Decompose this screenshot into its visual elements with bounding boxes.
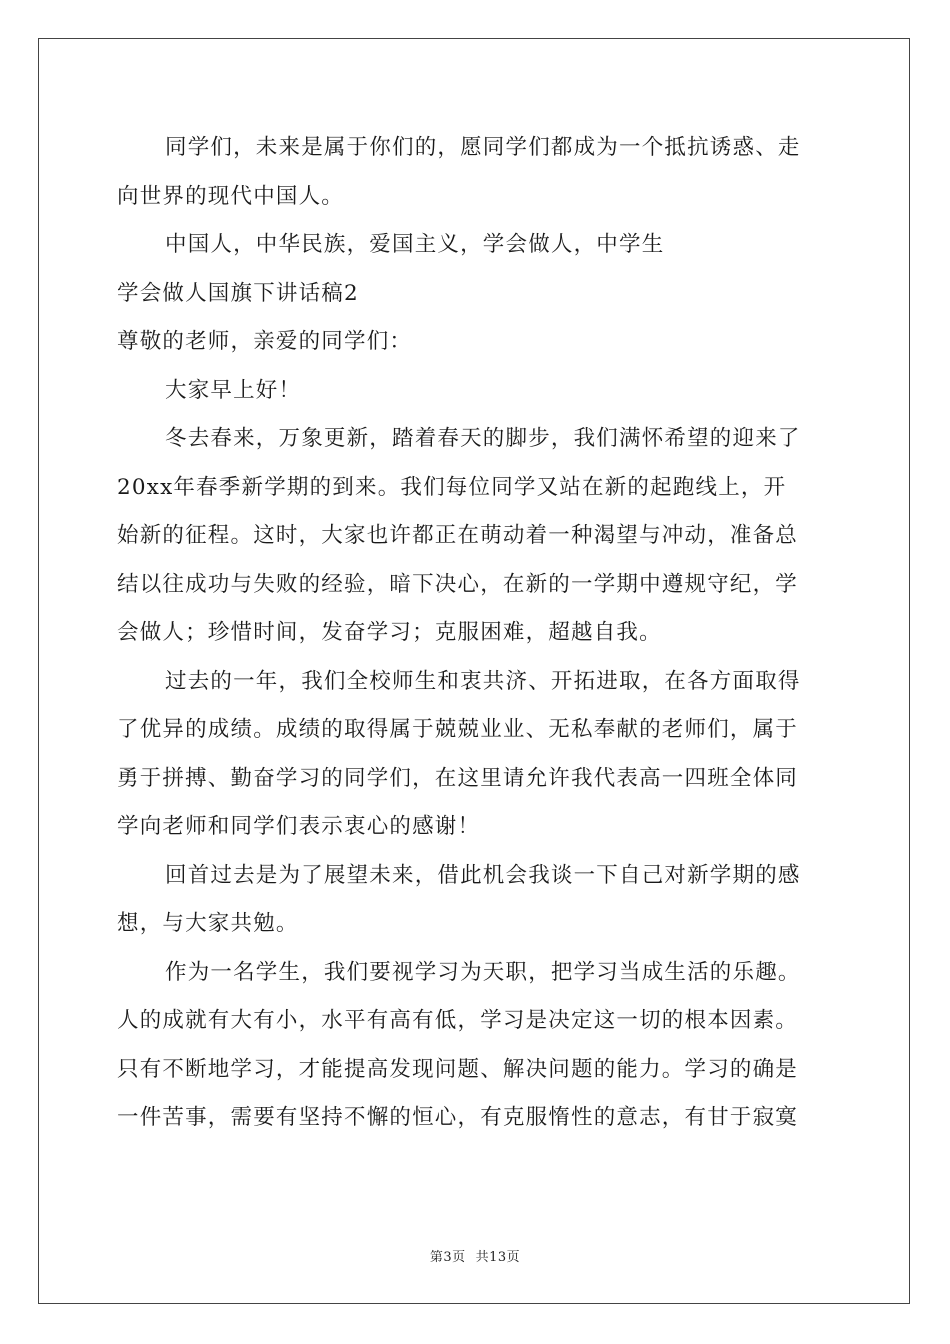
text-line: 作为一名学生，我们要视学习为天职，把学习当成生活的乐趣。 [165, 959, 801, 985]
page-total: 共13页 [475, 1250, 521, 1265]
document-body [117, 124, 833, 1143]
text-line: 大家早上好！ [165, 377, 302, 403]
text-line: 会做人；珍惜时间，发奋学习；克服困难，超越自我。 [117, 620, 662, 645]
text-line: 过去的一年，我们全校师生和衷共济、开拓进取，在各方面取得 [165, 668, 801, 694]
text-line: 冬去春来，万象更新，踏着春天的脚步，我们满怀希望的迎来了 [165, 426, 801, 451]
page-number: 第3页 [429, 1250, 466, 1265]
text-line: 中国人，中华民族，爱国主义，学会做人，中学生 [165, 232, 665, 257]
text-line: 20xx年春季新学期的到来。我们每位同学又站在新的起跑线上，开 [117, 474, 787, 500]
text-line: 尊敬的老师，亲爱的同学们： [117, 329, 413, 354]
text-line: 同学们，未来是属于你们的，愿同学们都成为一个抵抗诱惑、走 [165, 135, 801, 160]
text-line: 结以往成功与失败的经验，暗下决心，在新的一学期中遵规守纪，学 [117, 571, 799, 597]
text-line: 学向老师和同学们表示衷心的感谢！ [117, 814, 481, 839]
text-line: 勇于拼搏、勤奋学习的同学们，在这里请允许我代表高一四班全体同 [117, 765, 799, 791]
text-line: 学会做人国旗下讲话稿2 [117, 280, 359, 306]
text-line: 想，与大家共勉。 [117, 911, 299, 936]
text-line: 向世界的现代中国人。 [117, 183, 345, 209]
text-line: 人的成就有大有小，水平有高有低，学习是决定这一切的根本因素。 [117, 1008, 799, 1033]
text-line: 一件苦事，需要有坚持不懈的恒心，有克服惰性的意志，有甘于寂寞 [117, 1105, 799, 1130]
page-footer [0, 1246, 950, 1265]
text-line: 始新的征程。这时，大家也许都正在萌动着一种渴望与冲动，准备总 [117, 523, 799, 548]
text-line: 只有不断地学习，才能提高发现问题、解决问题的能力。学习的确是 [117, 1056, 799, 1082]
text-line: 回首过去是为了展望未来，借此机会我谈一下自己对新学期的感 [165, 862, 801, 888]
text-line: 了优异的成绩。成绩的取得属于兢兢业业、无私奉献的老师们，属于 [117, 717, 799, 742]
